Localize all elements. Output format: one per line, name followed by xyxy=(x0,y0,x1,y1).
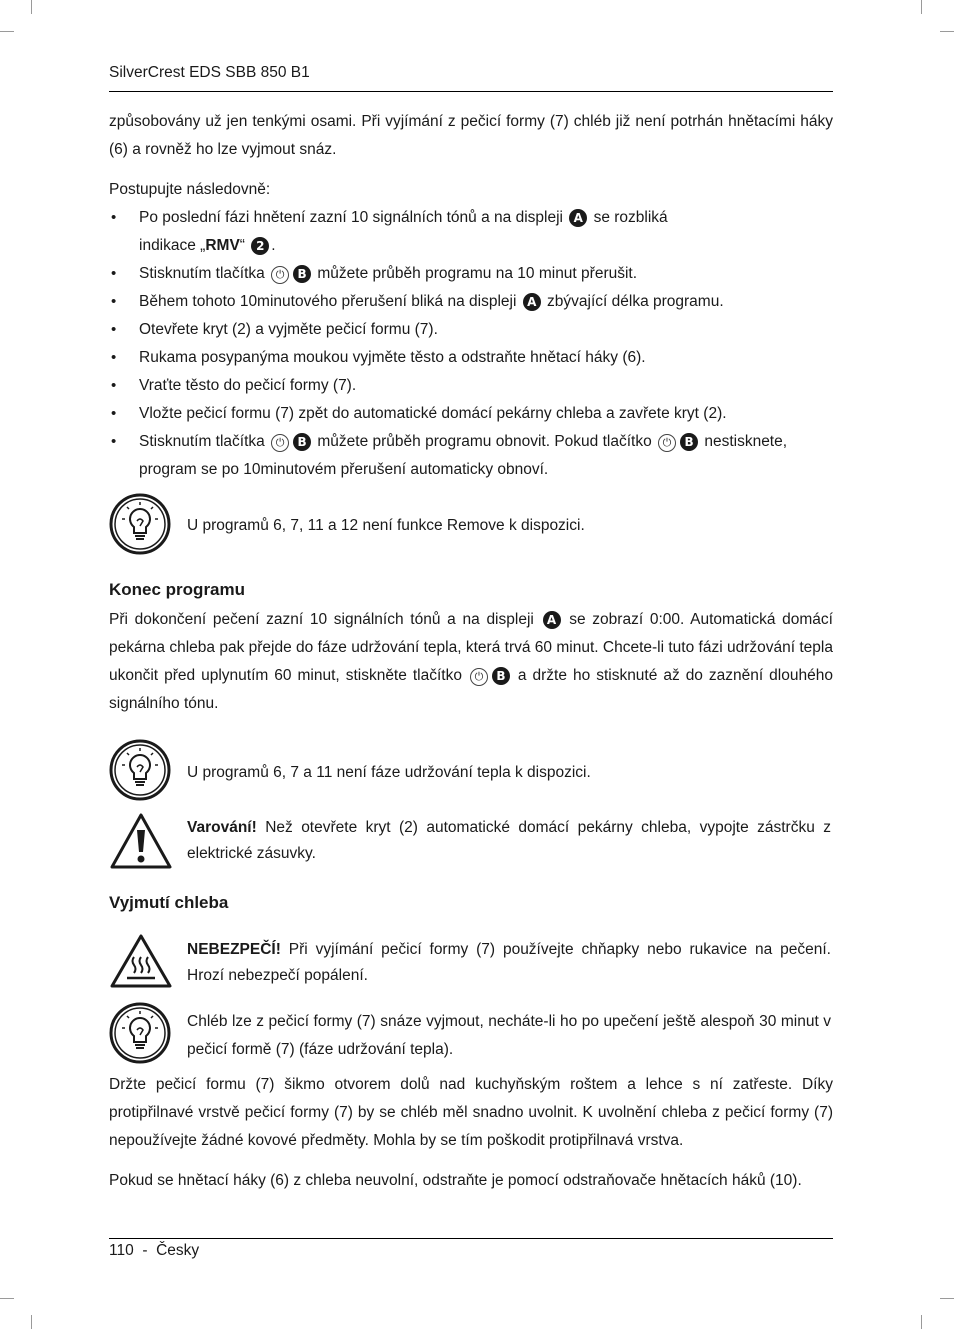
list-item-text: se rozbliká xyxy=(593,209,668,226)
display-a-icon: A xyxy=(543,611,561,629)
paragraph-text: a držte ho stisknuté až do zaznění dlouhého signálního tónu. xyxy=(109,667,833,712)
rmv-label: RMV xyxy=(205,237,240,254)
page-header: SilverCrest EDS SBB 850 B1 xyxy=(109,64,310,81)
button-b-icon: B xyxy=(293,433,311,451)
list-item-text: indikace „ xyxy=(139,237,206,254)
list-item-text: Po poslední fázi hnětení zazní 10 signálních tónů a na displeji xyxy=(139,209,563,226)
list-item-text: zbývající délka programu. xyxy=(547,293,724,310)
danger-text xyxy=(187,937,831,989)
list-item: • Rukama posypanýma moukou vyjměte těsto a odstraňte hnětací háky (6). xyxy=(109,344,833,372)
lightbulb-icon xyxy=(109,1002,171,1064)
power-icon: ⏻ xyxy=(470,668,488,686)
list-item xyxy=(109,260,833,288)
tip-text: U programů 6, 7, 11 a 12 není funkce Remove k dispozici. xyxy=(187,517,585,534)
procedure-label: Postupujte následovně: xyxy=(109,181,271,198)
crop-mark xyxy=(0,31,14,32)
lightbulb-icon xyxy=(109,493,171,555)
warning-label: Varování! xyxy=(187,819,257,836)
list-item-text: program se po 10minutovém přerušení automaticky obnoví. xyxy=(139,461,549,478)
hot-surface-icon xyxy=(109,933,173,989)
crop-mark xyxy=(0,1298,14,1299)
button-b-icon: B xyxy=(680,433,698,451)
list-item-text: Stisknutím tlačítka xyxy=(139,265,265,282)
danger-label: NEBEZPEČÍ! xyxy=(187,941,281,958)
crop-mark xyxy=(921,1315,922,1329)
list-item-text: . xyxy=(271,237,276,254)
page-footer: 110 - Česky xyxy=(109,1242,200,1259)
list-item: • Vraťte těsto do pečicí formy (7). xyxy=(109,372,833,400)
tip-text: U programů 6, 7 a 11 není fáze udržování tepla k dispozici. xyxy=(187,764,591,781)
warning-body: Než otevřete kryt (2) automatické domácí pekárny chleba, vypojte zástrčku z elektrické zásuvky. xyxy=(187,819,831,862)
section-heading: Konec programu xyxy=(109,580,246,599)
body-paragraph: Pokud se hnětací háky (6) z chleba neuvolní, odstraňte je pomocí odstraňovače hnětacích háků (10). xyxy=(109,1172,802,1189)
button-b-icon: B xyxy=(293,265,311,283)
button-b-icon: B xyxy=(492,667,510,685)
power-icon: ⏻ xyxy=(271,266,289,284)
list-item-text: Stisknutím tlačítka xyxy=(139,433,265,450)
warning-text xyxy=(187,815,831,867)
list-item-text: “ xyxy=(239,237,245,254)
power-icon: ⏻ xyxy=(271,434,289,452)
list-item-text: můžete průběh programu obnovit. Pokud tlačítko xyxy=(317,433,652,450)
display-a-icon: A xyxy=(523,293,541,311)
list-item: • Otevřete kryt (2) a vyjměte pečicí formu (7). xyxy=(109,316,833,344)
list-item-text: Během tohoto 10minutového přerušení bliká na displeji xyxy=(139,293,517,310)
crop-mark xyxy=(940,31,954,32)
warning-triangle-icon xyxy=(109,812,173,870)
list-item xyxy=(109,428,833,484)
list-item-text: můžete průběh programu na 10 minut přerušit. xyxy=(317,265,638,282)
paragraph-text: Při dokončení pečení zazní 10 signálních tónů a na displeji xyxy=(109,611,534,628)
display-a-icon: A xyxy=(569,209,587,227)
body-paragraph: Držte pečicí formu (7) šikmo otvorem dolů nad kuchyňským roštem a lehce s ní zatřeste. Díky protipřilnavé vrstvě pečicí formy (7) by se chléb měl snadno uvolnit. K uvolnění chleba z pečicí formy (7) nepoužívejte žádné kovové předměty. Mohla by se tím poškodit protipřilnavá vrstva. xyxy=(109,1076,833,1149)
display-2-icon: 2 xyxy=(251,237,269,255)
power-icon: ⏻ xyxy=(658,434,676,452)
header-rule xyxy=(109,91,833,92)
list-item-text: nestisknete, xyxy=(704,433,788,450)
paragraph-text: se zobrazí 0:00. Automatická domácí pekárna chleba pak přejde do fáze udržování tepla, která trvá 60 minut. Chcete-li tuto fázi udržování tepla ukončit před uplynutím 60 minut, stiskněte tlačítko xyxy=(109,611,833,684)
intro-paragraph: způsobovány už jen tenkými osami. Při vyjímání z pečicí formy (7) chléb již není potrhán hnětacími háky (6) a rovněž ho lze vyjmout snáz. xyxy=(109,113,833,158)
section-paragraph xyxy=(109,606,833,718)
procedure-list xyxy=(109,204,833,484)
footer-rule xyxy=(109,1238,833,1239)
section-heading: Vyjmutí chleba xyxy=(109,893,229,912)
crop-mark xyxy=(31,1315,32,1329)
danger-body: Při vyjímání pečicí formy (7) používejte chňapky nebo rukavice na pečení. Hrozí nebezpečí popálení. xyxy=(187,941,831,984)
crop-mark xyxy=(940,1298,954,1299)
list-item xyxy=(109,204,833,260)
list-item: • Vložte pečicí formu (7) zpět do automatické domácí pekárny chleba a zavřete kryt (2). xyxy=(109,400,833,428)
tip-text: Chléb lze z pečicí formy (7) snáze vyjmout, necháte-li ho po upečení ještě alespoň 30 minut v pečicí formě (7) (fáze udržování tepla). xyxy=(187,1013,831,1058)
crop-mark xyxy=(31,0,32,14)
lightbulb-icon xyxy=(109,739,171,801)
crop-mark xyxy=(921,0,922,14)
list-item xyxy=(109,288,833,316)
